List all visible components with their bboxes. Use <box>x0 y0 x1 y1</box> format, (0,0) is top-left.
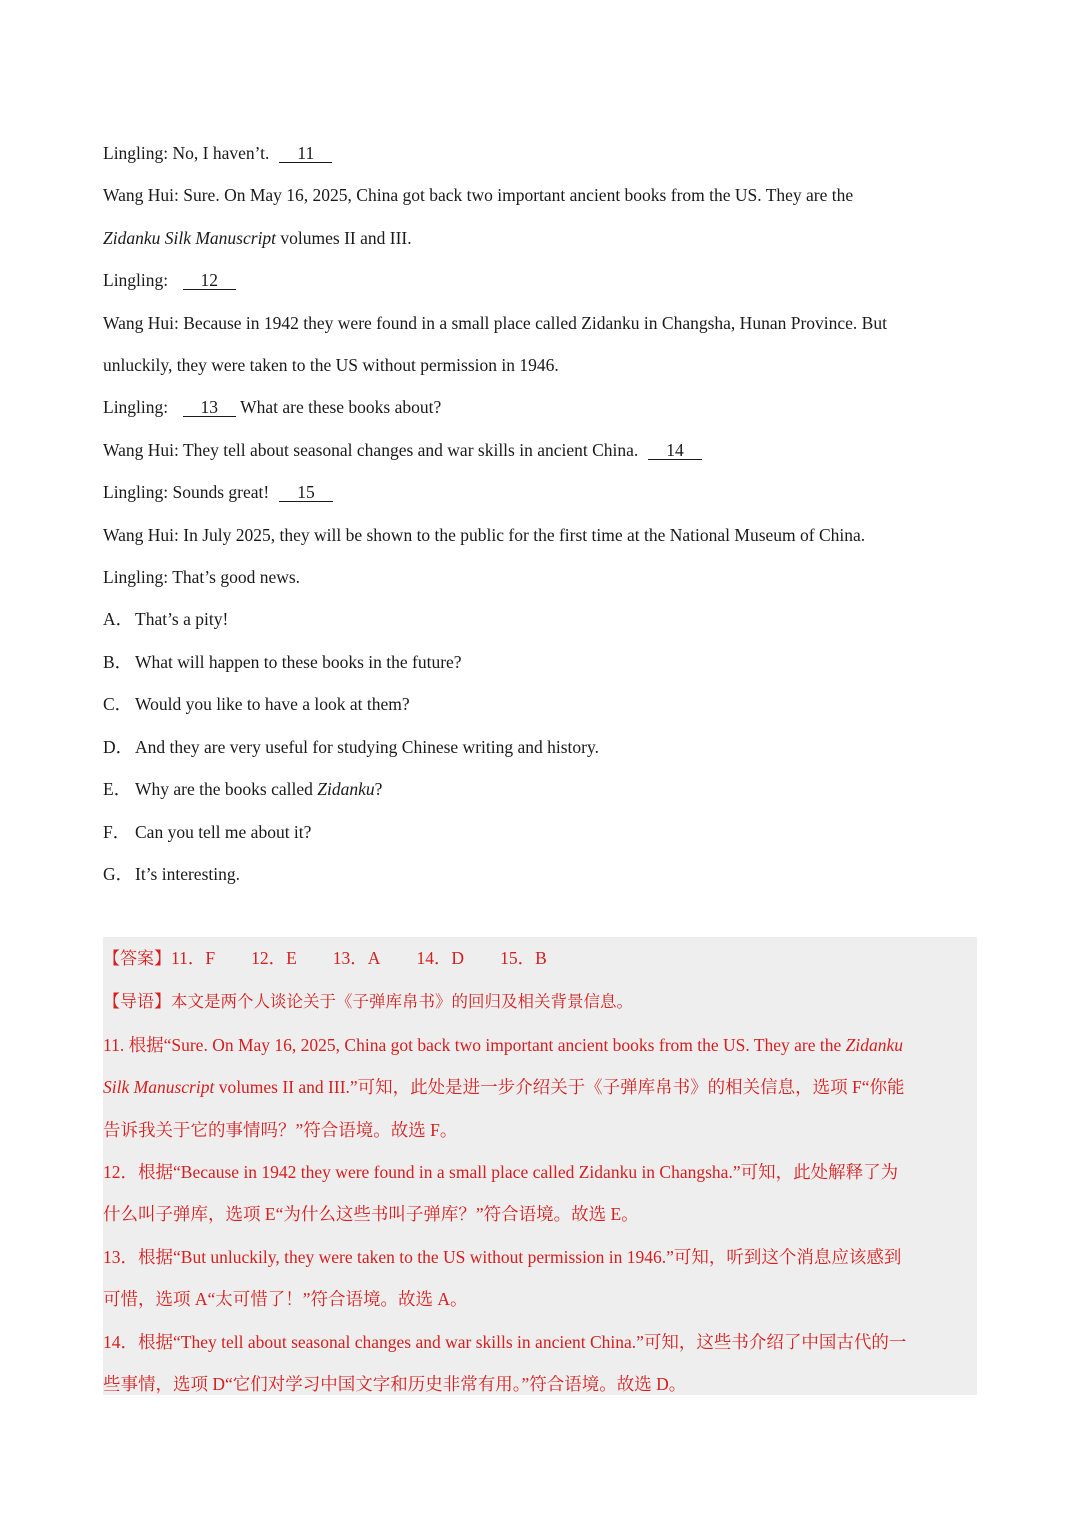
explanation-text: 告诉我关于它的事情吗？”符合语境。故选 F。 <box>103 1119 458 1140</box>
dialogue-line <box>103 429 977 471</box>
option-letter: B． <box>103 651 133 672</box>
dialogue-text: Sounds great! <box>172 482 270 503</box>
dialogue-text: That’s good news. <box>172 567 301 588</box>
option-item <box>103 768 977 810</box>
dialogue-text: What are these books about? <box>240 397 442 418</box>
question-section <box>103 132 977 895</box>
option-letter: F． <box>103 821 131 842</box>
option-italic: Zidanku <box>317 779 375 800</box>
dialogue-text: No, I haven’t. <box>172 143 270 163</box>
answer-line <box>103 937 977 980</box>
option-text: Would you like to have a look at them? <box>135 694 410 715</box>
answer-item: 13．A <box>332 948 381 968</box>
dialogue-line <box>103 514 977 556</box>
speaker-name: Wang Hui: <box>103 185 179 206</box>
answer-label: 【答案】 <box>103 949 171 969</box>
explanation-italic: Zidanku <box>845 1034 904 1055</box>
explanation-line <box>103 1321 977 1363</box>
speaker-name: Lingling: <box>103 397 169 418</box>
speaker-name: Wang Hui: <box>103 439 179 460</box>
option-item <box>103 726 977 768</box>
dialogue-line <box>103 344 977 386</box>
answer-blank[interactable]: 11 <box>279 144 332 163</box>
explanation-italic: Silk Manuscript <box>103 1077 215 1098</box>
option-text: Can you tell me about it? <box>135 821 312 842</box>
options-list <box>103 598 977 895</box>
explanation-text: 些事情，选项 D“它们对学习中国文字和历史非常有用。”符合语境。故选 D。 <box>103 1374 687 1395</box>
explanation-text: 11. 根据“Sure. On May 16, 2025, China got back two important ancient books from the US. They are the <box>103 1034 846 1055</box>
option-text: What will happen to these books in the future? <box>135 651 462 672</box>
explanation-line <box>103 1363 977 1405</box>
explanation-line <box>103 1024 977 1066</box>
option-letter: D． <box>103 736 134 757</box>
explanation-line <box>103 1109 977 1151</box>
option-item <box>103 683 977 725</box>
option-letter: A． <box>103 609 134 630</box>
speaker-name: Lingling: <box>103 270 169 291</box>
dialogue-line <box>103 556 977 598</box>
speaker-name: Lingling: <box>103 482 169 503</box>
dialogue-line <box>103 132 977 174</box>
dialogue-text: unluckily, they were taken to the US without permission in 1946. <box>103 355 559 376</box>
option-letter: C． <box>103 694 133 715</box>
option-item <box>103 598 977 640</box>
speaker-name: Lingling: <box>103 143 169 163</box>
answer-item: 14．D <box>416 948 465 968</box>
option-letter: G． <box>103 863 134 884</box>
option-end: ? <box>374 779 383 800</box>
answer-item: 11．F <box>171 948 216 968</box>
explanation-text: volumes II and III.”可知，此处是进一步介绍关于《子弹库帛书》的相关信息，选项 F“你能 <box>214 1077 905 1098</box>
dialogue-text: Because in 1942 they were found in a small place called Zidanku in Changsha, Hunan Province. But <box>183 312 887 333</box>
dialogue-line <box>103 386 977 428</box>
speaker-name: Lingling: <box>103 567 169 588</box>
dialogue-text: Sure. On May 16, 2025, China got back two important ancient books from the US. They are the <box>183 185 854 206</box>
dialogue-text: They tell about seasonal changes and war skills in ancient China. <box>182 439 639 460</box>
option-text: It’s interesting. <box>135 863 240 884</box>
explanation-line <box>103 1066 977 1108</box>
explanation-text: 什么叫子弹库，选项 E“为什么这些书叫子弹库？”符合语境。故选 E。 <box>103 1204 639 1225</box>
answer-box <box>103 937 977 1395</box>
dialogue-line <box>103 259 977 301</box>
intro-line <box>103 980 977 1023</box>
dialogue-text: volumes II and III. <box>276 227 412 248</box>
explanation-line <box>103 1193 977 1235</box>
answer-blank[interactable]: 14 <box>648 441 702 460</box>
explanation-line <box>103 1278 977 1320</box>
explanation-line <box>103 1151 977 1193</box>
dialogue-line <box>103 174 977 216</box>
italic-title: Zidanku Silk Manuscript <box>103 227 277 248</box>
dialogue-line <box>103 302 977 344</box>
option-item <box>103 811 977 853</box>
option-text: And they are very useful for studying Chinese writing and history. <box>135 736 599 757</box>
explanation-text: 可惜，选项 A“太可惜了！”符合语境。故选 A。 <box>103 1289 468 1310</box>
speaker-name: Wang Hui: <box>103 524 179 545</box>
answer-blank[interactable]: 13 <box>183 398 237 417</box>
option-item <box>103 853 977 895</box>
dialogue-text: In July 2025, they will be shown to the public for the first time at the National Museum of China. <box>183 524 866 545</box>
answer-item: 15．B <box>500 948 547 968</box>
answer-blank[interactable]: 15 <box>279 483 333 502</box>
option-text: Why are the books called <box>135 779 318 800</box>
explanation-text: 12．根据“Because in 1942 they were found in a small place called Zidanku in Changsha.”可知，此处解释了为 <box>103 1162 899 1183</box>
answer-blank[interactable]: 12 <box>183 271 237 290</box>
option-letter: E． <box>103 779 132 800</box>
dialogue-line <box>103 471 977 513</box>
dialogue <box>103 132 977 598</box>
explanation-text: 14．根据“They tell about seasonal changes and war skills in ancient China.”可知，这些书介绍了中国古代的一 <box>103 1331 907 1352</box>
explanation-text: 13．根据“But unluckily, they were taken to the US without permission in 1946.”可知，听到这个消息应该感到 <box>103 1246 902 1267</box>
intro-label: 【导语】 <box>103 992 171 1013</box>
answer-content <box>103 937 977 1405</box>
speaker-name: Wang Hui: <box>103 312 179 333</box>
explanation-line <box>103 1236 977 1278</box>
intro-text: 本文是两个人谈论关于《子弹库帛书》的回归及相关背景信息。 <box>171 992 633 1012</box>
dialogue-line <box>103 217 977 259</box>
option-item <box>103 641 977 683</box>
option-text: That’s a pity! <box>135 609 229 630</box>
answer-item: 12．E <box>251 948 297 968</box>
